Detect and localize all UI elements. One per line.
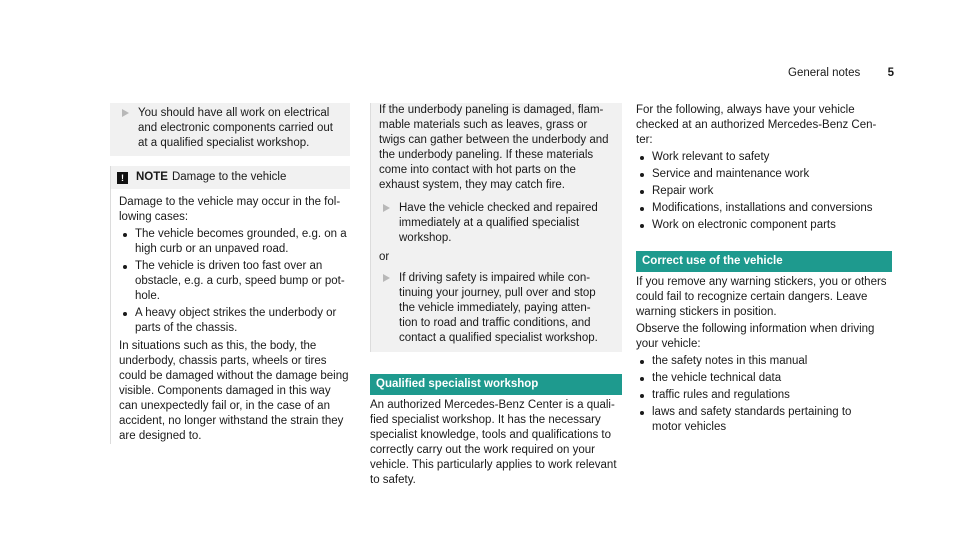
text-line: laws and safety standards pertaining to <box>652 406 852 418</box>
note-body <box>111 189 350 444</box>
text-line: your vehicle: <box>636 338 701 350</box>
column-3 <box>636 103 892 438</box>
text-line: could be damaged without the damage being <box>119 370 349 382</box>
list-item: Repair work <box>636 184 892 199</box>
text-line: If the underbody paneling is damaged, flam- <box>379 104 604 116</box>
exclamation-icon: ! <box>117 172 128 184</box>
text-line: accident, no longer withstand the strain they <box>119 415 344 427</box>
arrow-icon <box>383 204 390 212</box>
stickers-paragraph <box>636 275 892 320</box>
note-header <box>111 166 350 189</box>
text-line: visible. Components damaged in this way <box>119 385 331 397</box>
list-item <box>119 227 350 257</box>
action-line: workshop. <box>399 232 452 244</box>
text-line: high curb or an unpaved road. <box>135 243 289 255</box>
note-label: NOTE <box>136 171 168 183</box>
section-heading: Correct use of the vehicle <box>636 251 892 272</box>
text-line: vehicle. This particularly applies to work relevant <box>370 459 617 471</box>
text-line: could fail to recognize certain dangers. Leave <box>636 291 868 303</box>
list-item: the vehicle technical data <box>636 371 892 386</box>
fire-hazard-box <box>370 103 622 352</box>
case-list <box>119 227 350 336</box>
text-line: can unexpectedly fail or, in the case of an <box>119 400 330 412</box>
list-item: traffic rules and regulations <box>636 388 892 403</box>
text-line: lowing cases: <box>119 211 189 223</box>
text-line: to safety. <box>370 474 416 486</box>
column-2 <box>370 103 622 490</box>
list-item: Service and maintenance work <box>636 167 892 182</box>
list-item: the safety notes in this manual <box>636 354 892 369</box>
list-item <box>119 259 350 304</box>
text-line: motor vehicles <box>652 421 727 433</box>
action-line: tion to road and traffic conditions, and <box>399 317 591 329</box>
or-text: or <box>379 251 390 263</box>
list-item: Work on electronic component parts <box>636 218 892 233</box>
action-line: immediately at a qualified specialist <box>399 217 580 229</box>
text-line: An authorized Mercedes-Benz Center is a quali- <box>370 399 615 411</box>
text-line: underbody, chassis parts, wheels or tires <box>119 355 327 367</box>
action-step <box>377 271 616 346</box>
note-title: Damage to the vehicle <box>171 171 287 183</box>
list-item: Modifications, installations and conversions <box>636 201 892 216</box>
text-line: correctly carry out the work required on your <box>370 444 595 456</box>
text-line: parts of the chassis. <box>135 322 238 334</box>
text-line: checked at an authorized Mercedes-Benz Cen- <box>636 119 877 131</box>
text-line: Observe the following information when driving <box>636 323 875 335</box>
service-list <box>636 150 892 233</box>
action-line: contact a qualified specialist workshop. <box>399 332 598 344</box>
text-line: are designed to. <box>119 430 202 442</box>
text-line: ter: <box>636 134 653 146</box>
action-step <box>377 201 616 246</box>
section-heading: Qualified specialist workshop <box>370 374 622 395</box>
text-line: For the following, always have your vehicle <box>636 104 855 116</box>
text-line: fied specialist workshop. It has the necessary <box>370 414 601 426</box>
workshop-section <box>370 374 622 488</box>
text-line: hole. <box>135 290 160 302</box>
column-1 <box>110 103 350 446</box>
note-intro <box>119 195 350 225</box>
text-line: Damage to the vehicle may occur in the fol- <box>119 196 341 208</box>
action-line: tinuing your journey, pull over and stop <box>399 287 596 299</box>
text-line: come into contact with hot parts on the <box>379 164 576 176</box>
action-line: at a qualified specialist workshop. <box>138 137 310 149</box>
text-line: If you remove any warning stickers, you or others <box>636 276 887 288</box>
text-line: The vehicle is driven too fast over an <box>135 260 323 272</box>
note-block <box>110 166 350 444</box>
section-title: General notes <box>788 67 861 79</box>
note-paragraph <box>119 339 350 444</box>
intro-paragraph <box>636 103 892 148</box>
text-line: A heavy object strikes the underbody or <box>135 307 337 319</box>
text-line: exhaust system, they may catch fire. <box>379 179 565 191</box>
action-line: If driving safety is impaired while con- <box>399 272 591 284</box>
text-line: specialist knowledge, tools and qualifications to <box>370 429 612 441</box>
action-box <box>110 103 350 156</box>
workshop-paragraph <box>370 398 622 488</box>
action-line: You should have all work on electrical <box>138 107 330 119</box>
text-line: twigs can gather between the underbody and <box>379 134 609 146</box>
action-line: and electronic components carried out <box>138 122 333 134</box>
observe-paragraph <box>636 322 892 352</box>
text-line: In situations such as this, the body, the <box>119 340 317 352</box>
text-line: the underbody paneling. If these materials <box>379 149 594 161</box>
action-step <box>116 106 344 151</box>
correct-use-section <box>636 251 892 435</box>
arrow-icon <box>383 274 390 282</box>
text-line: warning stickers in position. <box>636 306 777 318</box>
list-item <box>119 306 350 336</box>
list-item <box>636 405 892 435</box>
text-line: obstacle, e.g. a curb, speed bump or pot- <box>135 275 345 287</box>
page-number: 5 <box>887 67 894 79</box>
action-line: Have the vehicle checked and repaired <box>399 202 598 214</box>
list-item: Work relevant to safety <box>636 150 892 165</box>
hazard-paragraph <box>377 103 616 193</box>
arrow-icon <box>122 109 129 117</box>
text-line: The vehicle becomes grounded, e.g. on a <box>135 228 347 240</box>
action-line: the vehicle immediately, paying atten- <box>399 302 591 314</box>
text-line: mable materials such as leaves, grass or <box>379 119 588 131</box>
information-list <box>636 354 892 435</box>
